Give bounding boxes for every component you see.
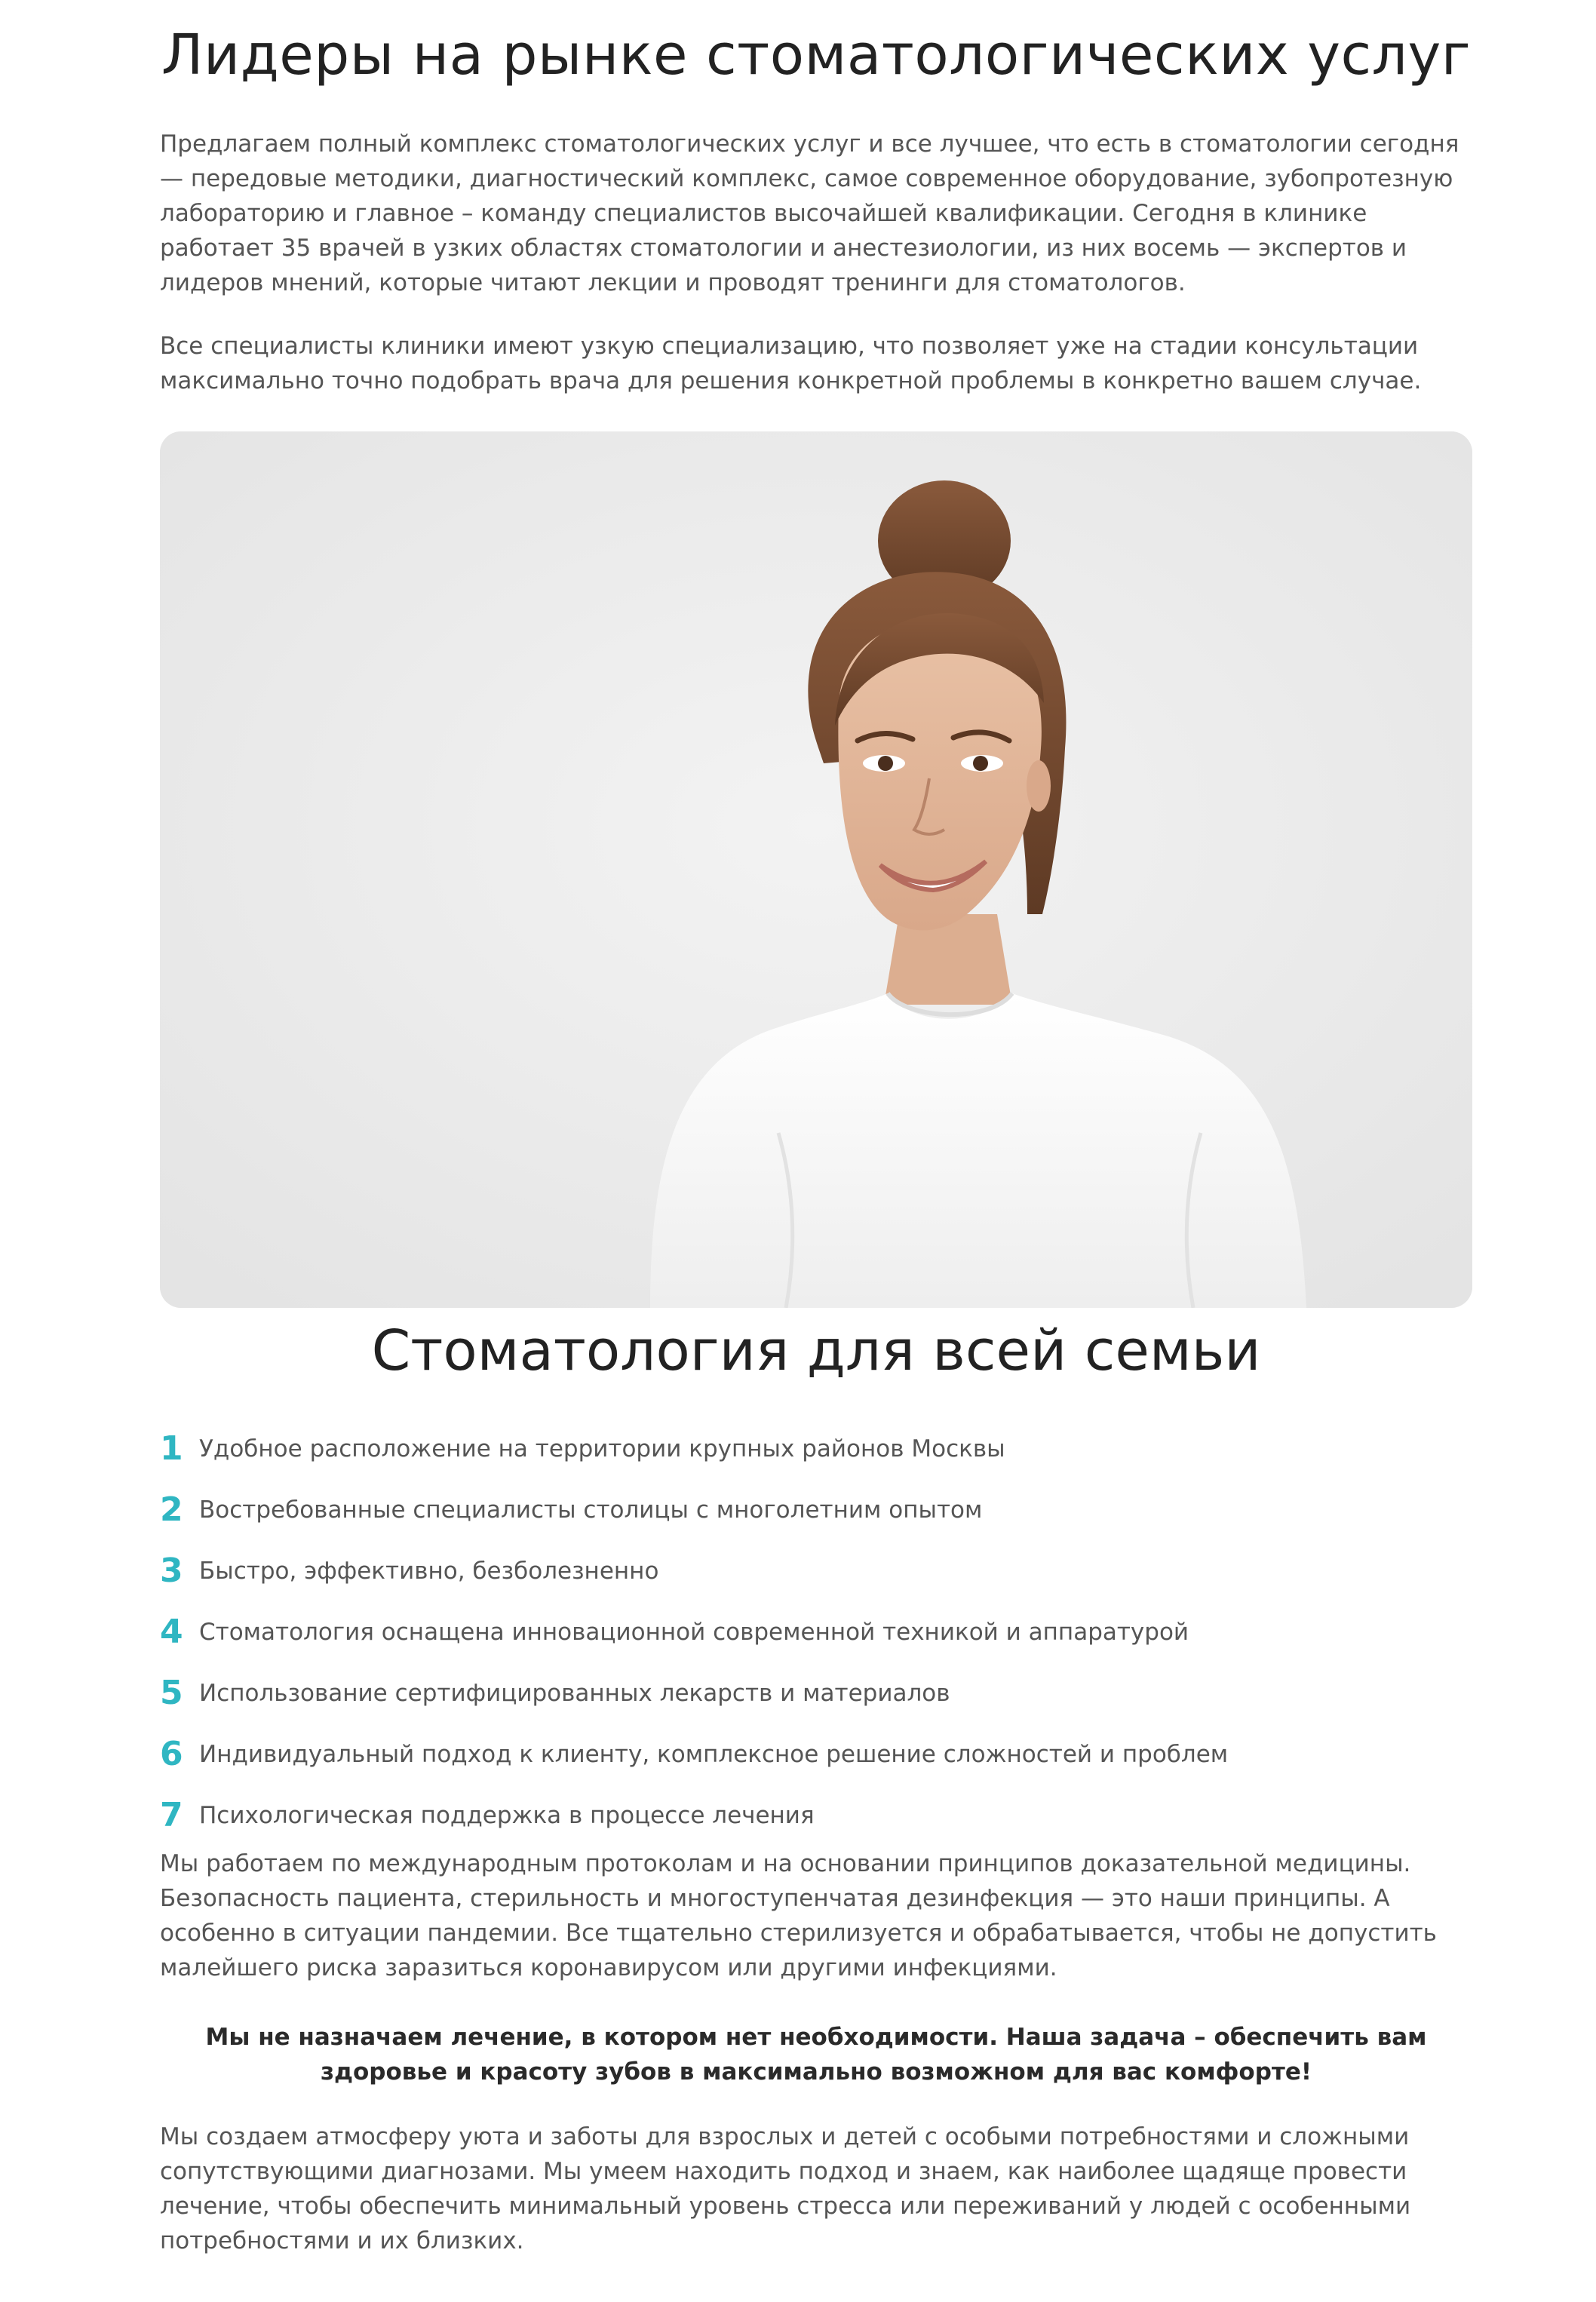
slogan-text: Мы не назначаем лечение, в котором нет необходимости. Наша задача – обеспечить вам здоровье и красоту зубов в максимально возможном для вас комфорте! [205, 2024, 1427, 2086]
list-item [160, 1723, 1472, 1785]
feature-text: Индивидуальный подход к клиенту, комплексное решение сложностей и проблем [199, 1740, 1229, 1768]
feature-text: Психологическая поддержка в процессе лечения [199, 1801, 815, 1829]
feature-text: Стоматология оснащена инновационной современной техникой и аппаратурой [199, 1618, 1189, 1646]
feature-text: Использование сертифицированных лекарств и материалов [199, 1679, 950, 1707]
feature-text: Удобное расположение на территории крупных районов Москвы [199, 1435, 1005, 1463]
list-item [160, 1785, 1472, 1846]
list-item [160, 1418, 1472, 1479]
list-item [160, 1540, 1472, 1601]
list-item [160, 1479, 1472, 1540]
intro-paragraph-1: Предлагаем полный комплекс стоматологических услуг и все лучшее, что есть в стоматологии сегодня — передовые методики, диагностический комплекс, самое современное оборудование, зубопротезную лабораторию и главное – команду специалистов высочайшей квалификации. Сегодня в клинике работает 35 врачей в узких областях стоматологии и анестезиологии, из них восемь — экспертов и лидеров мнений, которые читают лекции и проводят тренинги для стоматологов. [160, 130, 1459, 296]
protocol-paragraph: Мы работаем по международным протоколам и на основании принципов доказательной медицины. Безопасность пациента, стерильность и многоступенчатая дезинфекция — это наши принципы. А особенно в ситуации пандемии. Все тщательно стерилизуется и обрабатывается, чтобы не допустить малейшего риска заразиться коронавирусом или другими инфекциями. [160, 1850, 1437, 1981]
feature-number: 7 [160, 1795, 183, 1834]
feature-number: 6 [160, 1734, 183, 1773]
page-title: Лидеры на рынке стоматологических услуг [161, 23, 1472, 87]
feature-text: Востребованные специалисты столицы с многолетним опытом [199, 1496, 983, 1524]
list-item [160, 1662, 1472, 1723]
feature-number: 5 [160, 1673, 183, 1712]
intro-paragraph-2: Все специалисты клиники имеют узкую специализацию, что позволяет уже на стадии консультации максимально точно подобрать врача для решения конкретной проблемы в конкретно вашем случае. [160, 333, 1422, 394]
feature-number: 4 [160, 1612, 183, 1651]
feature-number: 3 [160, 1551, 183, 1590]
care-paragraph: Мы создаем атмосферу уюта и заботы для взрослых и детей с особыми потребностями и сложными сопутствующими диагнозами. Мы умеем находить подход и знаем, как наиболее щадяще провести лечение, чтобы обеспечить минимальный уровень стресса или переживаний у людей с особенными потребностями и их близких. [160, 2123, 1411, 2254]
feature-number: 2 [160, 1490, 183, 1529]
section-title-family: Стоматология для всей семьи [371, 1318, 1261, 1383]
feature-text: Быстро, эффективно, безболезненно [199, 1557, 659, 1585]
list-item [160, 1601, 1472, 1662]
hero-photo [160, 431, 1472, 1308]
feature-number: 1 [160, 1429, 183, 1468]
feature-list [160, 1418, 1472, 1846]
